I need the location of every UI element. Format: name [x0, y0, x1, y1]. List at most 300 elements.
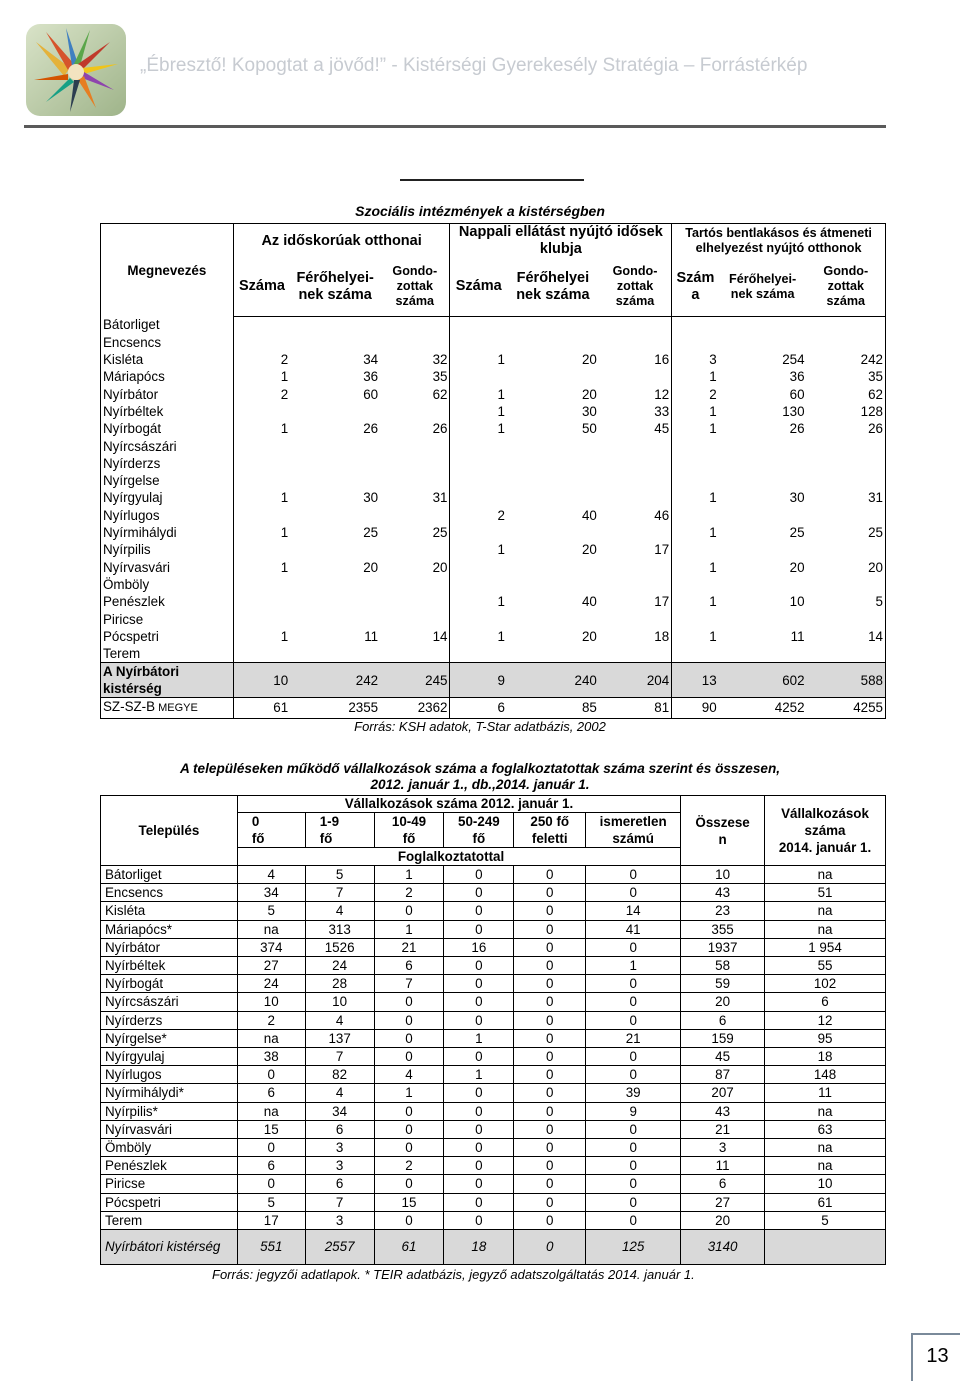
cell-value: 6: [237, 1084, 305, 1102]
settlement-name: Nyírgelse*: [101, 1029, 238, 1047]
subheader-size-2: [374, 813, 444, 848]
cell-value: 0: [444, 920, 514, 938]
cell-value: 3: [681, 1139, 765, 1157]
row-name: Terem: [101, 645, 234, 663]
subheader-g1-1: Férőhelyei-nek száma: [290, 258, 380, 316]
col-header-total: [681, 796, 765, 866]
cell-value: [380, 611, 450, 628]
cell-value: 0: [514, 1066, 586, 1084]
cell-value: 0: [444, 1102, 514, 1120]
subheader-size-3: [444, 813, 514, 848]
cell-value: 130: [782, 403, 805, 419]
table-row: [101, 938, 886, 956]
cell-value: 10: [681, 866, 765, 884]
cell-value: 0: [444, 1048, 514, 1066]
cell-value: [599, 645, 672, 663]
table2-caption-line2: 2012. január 1., db.,2014. január 1.: [370, 777, 590, 792]
cell-value: [672, 438, 719, 455]
table-row: [101, 920, 886, 938]
subheader-line1: 250 fő: [530, 814, 570, 829]
cell-value: 32: [380, 351, 450, 368]
subheader-size-1: [305, 813, 374, 848]
cell-value: [599, 438, 672, 455]
cell-value: 0: [374, 902, 444, 920]
cell-value: [233, 334, 290, 351]
subheader-line2: feletti: [531, 831, 568, 846]
cell-value: [599, 489, 672, 506]
cell-value: [290, 334, 380, 351]
group-header-employees: Foglalkoztatottal: [237, 848, 680, 866]
cell-value: 40: [581, 594, 597, 610]
row-name: Bátorliget: [101, 316, 234, 334]
cell-value: 4: [374, 1066, 444, 1084]
settlement-name: Nyírgyulaj: [101, 1048, 238, 1066]
cell-value: [672, 334, 719, 351]
cell-value: [380, 438, 450, 455]
cell-value: 6: [765, 993, 886, 1011]
cell-value: 21: [374, 938, 444, 956]
cell-value: 0: [514, 1084, 586, 1102]
cell-value: [380, 472, 450, 489]
cell-value: 43: [681, 1102, 765, 1120]
cell-value: 1: [280, 490, 289, 506]
cell-value: 17: [599, 593, 672, 610]
cell-value: 5: [765, 1211, 886, 1229]
cell-value: 15: [237, 1120, 305, 1138]
table-row: [101, 576, 886, 593]
cell-value: 23: [681, 902, 765, 920]
subheader-size-0: [237, 813, 305, 848]
cell-value: 1: [709, 421, 717, 437]
cell-value: 63: [765, 1120, 886, 1138]
cell-value: 62: [807, 386, 886, 403]
cell-value: 2: [280, 352, 289, 368]
cell-value: 14: [380, 628, 450, 645]
cell-value: [233, 472, 290, 489]
page-number-box: [911, 1333, 960, 1381]
cell-value: 0: [514, 1029, 586, 1047]
cell-value: na: [237, 1102, 305, 1120]
cell-value: 1: [280, 369, 289, 385]
col-header-total-line2: n: [718, 831, 727, 847]
cell-value: [719, 611, 807, 628]
cell-value: 3: [305, 1211, 374, 1229]
settlement-name: Terem: [101, 1211, 238, 1229]
cell-value: [672, 507, 719, 524]
cell-value: 59: [681, 975, 765, 993]
table-row: [101, 541, 886, 558]
cell-value: 1: [497, 352, 505, 368]
cell-value: 1526: [305, 938, 374, 956]
table-row: [101, 438, 886, 455]
col-header-2014-line1: Vállalkozások: [781, 806, 869, 821]
cell-value: [719, 438, 807, 455]
cell-value: 0: [444, 1139, 514, 1157]
cell-value: 1: [497, 542, 505, 558]
subheader-g3-2: Gondo-zottak száma: [807, 258, 886, 316]
cell-value: 0: [586, 1120, 681, 1138]
total-row-name: Nyírbátori kistérség: [101, 1230, 238, 1265]
subheader-g3-1: Férőhelyei-nek száma: [719, 258, 807, 316]
total-cell: 602: [719, 663, 807, 698]
cell-value: 0: [374, 1139, 444, 1157]
settlement-name: Nyírbogát: [101, 975, 238, 993]
cell-value: [380, 334, 450, 351]
cell-value: 20: [581, 542, 597, 558]
table-row: [101, 386, 886, 403]
cell-value: [507, 334, 599, 351]
cell-value: 0: [586, 993, 681, 1011]
cell-value: 0: [586, 1011, 681, 1029]
cell-value: 0: [514, 1102, 586, 1120]
cell-value: [507, 472, 599, 489]
total-cell: 245: [380, 663, 450, 698]
table-row: [101, 507, 886, 524]
cell-value: 0: [444, 866, 514, 884]
cell-value: [807, 316, 886, 334]
cell-value: 0: [444, 1120, 514, 1138]
cell-value: 20: [681, 993, 765, 1011]
cell-value: [672, 576, 719, 593]
total-cell: 18: [444, 1230, 514, 1265]
cell-value: [380, 576, 450, 593]
subheader-line1: 10-49: [391, 814, 427, 829]
county-cell: 6: [450, 698, 507, 718]
cell-value: [719, 334, 807, 351]
cell-value: [807, 334, 886, 351]
cell-value: [290, 455, 380, 472]
cell-value: 1: [444, 1066, 514, 1084]
row-name: Nyírbéltek: [101, 403, 234, 420]
total-cell: 2557: [305, 1230, 374, 1265]
cell-value: 1: [586, 957, 681, 975]
table1-caption: Szociális intézmények a kistérségben: [355, 203, 605, 219]
cell-value: [290, 645, 380, 663]
table-row: [101, 611, 886, 628]
cell-value: [807, 576, 886, 593]
cell-value: [672, 611, 719, 628]
cell-value: 0: [514, 920, 586, 938]
row-name: Nyírbogát: [101, 420, 234, 437]
cell-value: 10: [765, 1175, 886, 1193]
cell-value: 137: [305, 1029, 374, 1047]
cell-value: 25: [789, 525, 805, 541]
cell-value: [599, 368, 672, 385]
cell-value: 1: [709, 594, 717, 610]
row-name: Nyírpilis: [101, 541, 234, 558]
cell-value: 1: [497, 403, 505, 419]
subheader-g2-0: Száma: [450, 258, 507, 316]
cell-value: 0: [586, 1211, 681, 1229]
cell-value: [807, 438, 886, 455]
row-name: Kisléta: [101, 351, 234, 368]
cell-value: 7: [305, 1048, 374, 1066]
cell-value: 2: [237, 1011, 305, 1029]
cell-value: 0: [444, 902, 514, 920]
cell-value: 0: [514, 993, 586, 1011]
cell-value: 6: [237, 1157, 305, 1175]
row-name: Piricse: [101, 611, 234, 628]
cell-value: [450, 472, 507, 489]
row-name: Pócspetri: [101, 628, 234, 645]
subheader-line2: fő: [402, 831, 416, 846]
table-row: [101, 975, 886, 993]
cell-value: 1: [709, 403, 717, 419]
cell-value: 15: [374, 1193, 444, 1211]
total-row-name: A Nyírbátori kistérség: [101, 663, 234, 698]
cell-value: 27: [237, 957, 305, 975]
cell-value: 45: [681, 1048, 765, 1066]
col-header-enterprises-2014: [765, 796, 886, 866]
cell-value: [599, 576, 672, 593]
cell-value: 26: [789, 421, 805, 437]
cell-value: [672, 455, 719, 472]
cell-value: 16: [444, 938, 514, 956]
cell-value: 254: [782, 352, 805, 368]
settlement-name: Pócspetri: [101, 1193, 238, 1211]
row-name: Ömböly: [101, 576, 234, 593]
cell-value: [290, 438, 380, 455]
cell-value: 0: [374, 1120, 444, 1138]
cell-value: 0: [514, 975, 586, 993]
cell-value: [290, 403, 380, 420]
cell-value: 60: [363, 386, 379, 402]
cell-value: 1: [497, 594, 505, 610]
cell-value: 20: [581, 352, 597, 368]
cell-value: 0: [514, 902, 586, 920]
total-cell: 125: [586, 1230, 681, 1265]
cell-value: 2: [280, 386, 289, 402]
cell-value: 1: [709, 369, 717, 385]
settlement-name: Piricse: [101, 1175, 238, 1193]
cell-value: 31: [807, 489, 886, 506]
cell-value: 50: [581, 421, 597, 437]
total-cell: 242: [290, 663, 380, 698]
cell-value: 14: [586, 902, 681, 920]
cell-value: 17: [237, 1211, 305, 1229]
cell-value: [450, 334, 507, 351]
total-cell: 9: [450, 663, 507, 698]
cell-value: [233, 507, 290, 524]
cell-value: 0: [237, 1175, 305, 1193]
cell-value: [290, 593, 380, 610]
cell-value: 2: [497, 507, 505, 523]
county-suffix: MEGYE: [158, 702, 198, 715]
cell-value: 1: [497, 386, 505, 402]
cell-value: [450, 316, 507, 334]
cell-value: 1: [497, 628, 505, 644]
table2-caption: [0, 761, 960, 793]
table-row: [101, 884, 886, 902]
county-cell: 2362: [380, 698, 450, 718]
table-row: [101, 1157, 886, 1175]
cell-value: 9: [586, 1102, 681, 1120]
cell-value: na: [765, 1157, 886, 1175]
cell-value: 95: [765, 1029, 886, 1047]
subheader-g3-0: Szám a: [672, 258, 719, 316]
row-name: Máriapócs: [101, 368, 234, 385]
settlement-name: Máriapócs*: [101, 920, 238, 938]
cell-value: [507, 455, 599, 472]
cell-value: 0: [514, 1011, 586, 1029]
table-row: [101, 957, 886, 975]
cell-value: 45: [599, 420, 672, 437]
cell-value: 20: [380, 559, 450, 576]
cell-value: 0: [374, 1029, 444, 1047]
cell-value: [719, 472, 807, 489]
cell-value: 6: [681, 1011, 765, 1029]
cell-value: 0: [374, 1048, 444, 1066]
cell-value: 0: [374, 993, 444, 1011]
table-row: [101, 559, 886, 576]
table-row: [101, 866, 886, 884]
cell-value: 0: [374, 1175, 444, 1193]
cell-value: 0: [586, 975, 681, 993]
settlement-name: Nyírbéltek: [101, 957, 238, 975]
table-row: [101, 368, 886, 385]
cell-value: 82: [305, 1066, 374, 1084]
table-row: [101, 1102, 886, 1120]
cell-value: [380, 507, 450, 524]
cell-value: 26: [380, 420, 450, 437]
subheader-size-5: [586, 813, 681, 848]
row-name: Nyírgyulaj: [101, 489, 234, 506]
settlement-name: Nyírbátor: [101, 938, 238, 956]
settlement-name: Bátorliget: [101, 866, 238, 884]
cell-value: 18: [599, 628, 672, 645]
cell-value: 24: [237, 975, 305, 993]
cell-value: [507, 316, 599, 334]
cell-value: 0: [514, 1157, 586, 1175]
cell-value: 102: [765, 975, 886, 993]
cell-value: 21: [681, 1120, 765, 1138]
cell-value: [450, 576, 507, 593]
cell-value: 0: [444, 993, 514, 1011]
pencils-logo: [24, 22, 128, 118]
cell-value: 1: [280, 628, 289, 644]
cell-value: 20: [681, 1211, 765, 1229]
cell-value: [233, 438, 290, 455]
cell-value: 10: [305, 993, 374, 1011]
cell-value: [719, 645, 807, 663]
cell-value: 34: [305, 1102, 374, 1120]
cell-value: [672, 316, 719, 334]
table-row: [101, 455, 886, 472]
group-header-day-care: Nappali ellátást nyújtó idősek klubja: [450, 224, 672, 259]
settlement-name: Nyírderzs: [101, 1011, 238, 1029]
cell-value: 11: [765, 1084, 886, 1102]
cell-value: [450, 489, 507, 506]
cell-value: [450, 368, 507, 385]
table-row: [101, 1066, 886, 1084]
cell-value: 62: [380, 386, 450, 403]
cell-value: [290, 472, 380, 489]
cell-value: 0: [444, 975, 514, 993]
cell-value: 0: [586, 1048, 681, 1066]
cell-value: 2: [709, 386, 717, 402]
cell-value: 4: [305, 1011, 374, 1029]
cell-value: 7: [374, 975, 444, 993]
cell-value: 374: [237, 938, 305, 956]
cell-value: 0: [444, 1211, 514, 1229]
cell-value: [599, 455, 672, 472]
cell-value: [290, 541, 380, 558]
county-row-name: [101, 698, 234, 718]
cell-value: na: [237, 920, 305, 938]
cell-value: 10: [237, 993, 305, 1011]
cell-value: 30: [789, 490, 805, 506]
subheader-line2: fő: [319, 831, 333, 846]
row-name: Nyírgelse: [101, 472, 234, 489]
cell-value: [507, 611, 599, 628]
col-header-name: Megnevezés: [101, 224, 234, 317]
cell-value: 40: [581, 507, 597, 523]
cell-value: [507, 645, 599, 663]
total-cell: 13: [672, 663, 719, 698]
cell-value: 11: [790, 628, 805, 644]
cell-value: [507, 559, 599, 576]
cell-value: 34: [237, 884, 305, 902]
cell-value: 0: [374, 1211, 444, 1229]
cell-value: [807, 507, 886, 524]
cell-value: [599, 559, 672, 576]
table-row: [101, 1084, 886, 1102]
county-cell: 85: [507, 698, 599, 718]
cell-value: 35: [380, 368, 450, 385]
subheader-g2-1: Férőhelyei nek száma: [507, 258, 599, 316]
cell-value: 0: [237, 1066, 305, 1084]
table-row: [101, 645, 886, 663]
cell-value: 1: [280, 525, 289, 541]
cell-value: 6: [305, 1175, 374, 1193]
cell-value: 207: [681, 1084, 765, 1102]
cell-value: 0: [514, 1048, 586, 1066]
cell-value: [719, 507, 807, 524]
cell-value: [672, 472, 719, 489]
cell-value: [233, 645, 290, 663]
cell-value: 21: [586, 1029, 681, 1047]
cell-value: 1: [444, 1029, 514, 1047]
cell-value: [719, 576, 807, 593]
total-cell: 588: [807, 663, 886, 698]
group-header-elderly-homes: Az időskorúak otthonai: [233, 224, 450, 259]
cell-value: na: [765, 866, 886, 884]
table-row: [101, 593, 886, 610]
county-cell: 81: [599, 698, 672, 718]
cell-value: 148: [765, 1066, 886, 1084]
cell-value: 0: [444, 1193, 514, 1211]
settlement-name: Nyírlugos: [101, 1066, 238, 1084]
total-cell: [765, 1230, 886, 1265]
cell-value: 0: [514, 1120, 586, 1138]
total-cell: 0: [514, 1230, 586, 1265]
cell-value: 1: [280, 559, 289, 575]
cell-value: [507, 576, 599, 593]
county-cell: 4255: [807, 698, 886, 718]
cell-value: 6: [681, 1175, 765, 1193]
cell-value: 30: [363, 490, 379, 506]
cell-value: 0: [586, 1175, 681, 1193]
subheader-size-4: [514, 813, 586, 848]
total-cell: 551: [237, 1230, 305, 1265]
cell-value: [380, 455, 450, 472]
table-row: [101, 628, 886, 645]
subheader-line1: 50-249: [458, 814, 500, 829]
cell-value: na: [765, 920, 886, 938]
cell-value: 0: [444, 1084, 514, 1102]
cell-value: 0: [514, 1193, 586, 1211]
cell-value: [450, 559, 507, 576]
